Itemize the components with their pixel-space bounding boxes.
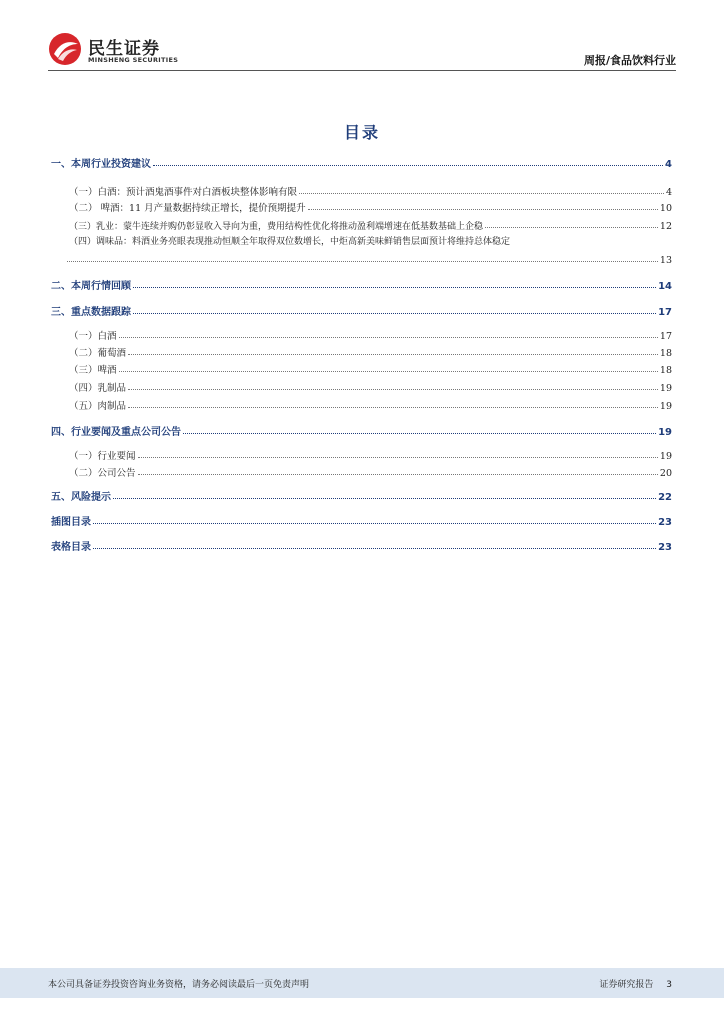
toc-entry-page: 22 — [658, 492, 672, 503]
report-type-label: 周报/食品饮料行业 — [583, 54, 676, 67]
toc-entry-page: 18 — [659, 365, 672, 376]
toc-leader-dots — [93, 547, 656, 549]
toc-entry-page: 13 — [659, 255, 672, 266]
toc-entry-figure-index[interactable] — [51, 512, 672, 528]
toc-entry-section-1[interactable] — [51, 154, 672, 170]
toc-entry-industry-news[interactable] — [51, 446, 672, 462]
toc-leader-dots — [119, 336, 658, 338]
toc-entry-page: 19 — [658, 427, 672, 438]
page-footer — [0, 968, 724, 998]
footer-disclaimer: 本公司具备证券投资咨询业务资格，请务必阅读最后一页免责声明 — [48, 980, 310, 990]
toc-entry-baijiu[interactable] — [51, 182, 672, 198]
toc-entry-page: 23 — [658, 542, 672, 553]
toc-leader-dots — [485, 226, 658, 228]
toc-entry-page: 17 — [659, 331, 672, 342]
page-header — [48, 26, 676, 70]
toc-entry-data-baijiu[interactable] — [51, 326, 672, 342]
toc-entry-section-2[interactable] — [51, 276, 672, 292]
toc-entry-label: （三）乳业：蒙牛连续并购仍彰显收入导向为重，费用结构性优化将推动盈利端增速在低基数基础上企稳 — [69, 222, 484, 232]
toc-entry-page: 19 — [659, 451, 672, 462]
toc-entry-page: 10 — [659, 203, 672, 214]
toc-leader-dots — [128, 353, 658, 355]
logo-chinese-name: 民生证券 — [88, 39, 160, 59]
toc-leader-dots — [113, 497, 656, 499]
footer-report-label: 证券研究报告 — [599, 980, 654, 990]
toc-entry-condiments[interactable] — [51, 234, 672, 266]
toc-entry-label: （二）公司公告 — [69, 468, 136, 479]
toc-entry-page: 4 — [665, 187, 672, 198]
toc-entry-data-beer[interactable] — [51, 360, 672, 376]
toc-entry-page: 14 — [658, 281, 672, 292]
footer-right — [589, 977, 672, 990]
toc-entry-label: 二、本周行情回顾 — [51, 281, 131, 292]
toc-entry-label: 表格目录 — [51, 542, 91, 553]
minsheng-logo-icon — [48, 32, 82, 66]
toc-entry-label: （四）乳制品 — [69, 383, 127, 394]
toc-entry-section-4[interactable] — [51, 422, 672, 438]
toc-entry-page: 4 — [665, 159, 672, 170]
toc-entry-label: （一）行业要闻 — [69, 451, 136, 462]
toc-entry-label: 插图目录 — [51, 517, 91, 528]
toc-leader-dots — [138, 473, 658, 475]
toc-leader-dots — [183, 432, 656, 434]
toc-entry-page: 12 — [659, 221, 672, 232]
toc-leader-dots — [133, 286, 656, 288]
toc-entry-label: （一）白酒：预计酒鬼酒事件对白酒板块整体影响有限 — [69, 187, 298, 198]
toc-entry-data-wine[interactable] — [51, 343, 672, 359]
toc-leader-dots — [119, 370, 658, 372]
toc-entry-label: （二）葡萄酒 — [69, 348, 127, 359]
toc-entry-data-meat[interactable] — [51, 396, 672, 412]
toc-leader-dots — [128, 406, 658, 408]
company-logo — [48, 32, 188, 68]
toc-entry-company-announcements[interactable] — [51, 463, 672, 479]
toc-entry-label: 一、本周行业投资建议 — [51, 159, 151, 170]
toc-leader-dots — [308, 208, 658, 210]
toc-entry-page: 17 — [658, 307, 672, 318]
toc-entry-table-index[interactable] — [51, 537, 672, 553]
toc-entry-beer[interactable] — [51, 198, 672, 214]
toc-entry-dairy[interactable] — [51, 216, 672, 232]
toc-leader-dots — [93, 522, 656, 524]
toc-leader-dots — [67, 261, 658, 262]
page-title: 目录 — [343, 123, 380, 142]
logo-english-name: MINSHENG SECURITIES — [88, 56, 179, 64]
toc-entry-page: 19 — [659, 383, 672, 394]
toc-leader-dots — [133, 312, 656, 314]
toc-entry-page: 23 — [658, 517, 672, 528]
toc-leader-dots — [299, 192, 664, 194]
toc-entry-page: 18 — [659, 348, 672, 359]
header-divider — [48, 70, 676, 71]
footer-page-number: 3 — [666, 980, 672, 990]
toc-entry-section-5[interactable] — [51, 487, 672, 503]
toc-entry-section-3[interactable] — [51, 302, 672, 318]
toc-leader-dots — [138, 456, 658, 458]
toc-entry-label: 三、重点数据跟踪 — [51, 307, 131, 318]
toc-entry-label: 五、风险提示 — [51, 492, 111, 503]
toc-entry-label: （一）白酒 — [69, 331, 117, 342]
toc-entry-data-dairy[interactable] — [51, 378, 672, 394]
toc-entry-label: 四、行业要闻及重点公司公告 — [51, 427, 181, 438]
toc-entry-label: （四）调味品：料酒业务亮眼表现推动恒顺全年取得双位数增长，中炬高新美味鲜销售层面预计将维持总体稳定 — [69, 237, 511, 247]
toc-entry-label: （三）啤酒 — [69, 365, 117, 376]
toc-entry-page: 19 — [659, 401, 672, 412]
toc-leader-dots — [128, 388, 658, 390]
toc-entry-label: （五）肉制品 — [69, 401, 127, 412]
toc-entry-label: （二） 啤酒：11 月产量数据持续正增长，提价预期提升 — [69, 203, 306, 214]
toc-leader-dots — [153, 164, 663, 166]
toc-entry-page: 20 — [659, 468, 672, 479]
